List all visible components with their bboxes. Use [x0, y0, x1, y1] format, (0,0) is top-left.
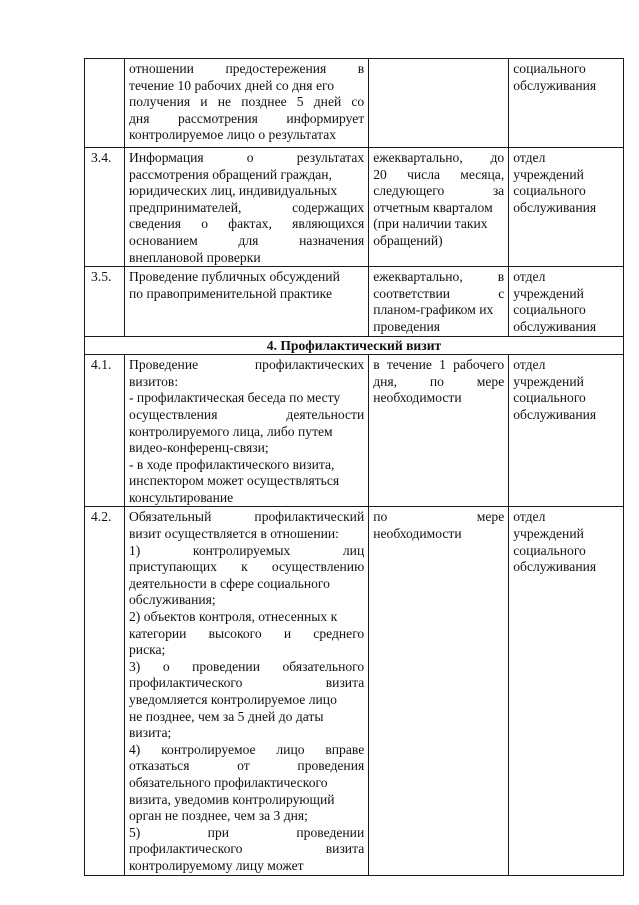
- text-line: обслуживания: [513, 199, 597, 215]
- text-line: отчетным кварталом: [373, 199, 493, 215]
- text-line: Проведение профилактических: [129, 357, 365, 373]
- text-line: контролируемого лица, либо путем: [129, 423, 333, 439]
- row-number: 4.1.: [85, 355, 125, 507]
- text-line: отдел: [513, 357, 546, 373]
- text-line: учреждений: [513, 526, 584, 542]
- measure-description: [125, 355, 369, 507]
- measure-description: [125, 148, 369, 267]
- text-line: риска;: [129, 642, 166, 658]
- text-line: учреждений: [513, 373, 584, 389]
- text-line: визит осуществляется в отношении:: [129, 526, 339, 542]
- text-line: отдел: [513, 509, 546, 525]
- text-line: основанием для назначения: [129, 232, 365, 248]
- text-line: деятельности в сфере социального: [129, 575, 330, 591]
- measure-description: [125, 267, 369, 336]
- text-line: дня, по мере: [373, 373, 505, 389]
- text-line: социального: [513, 302, 586, 318]
- text-line: консультирование: [129, 489, 234, 505]
- row-number: [85, 59, 125, 148]
- text-line: контролируемое лицо о результатах: [129, 127, 337, 143]
- measures-table: [84, 58, 624, 876]
- text-line: Информация о результатах: [129, 150, 365, 165]
- text-line: 5) при проведении: [129, 824, 365, 840]
- text-line: дня рассмотрения информирует: [129, 110, 365, 126]
- row-number: 3.4.: [85, 148, 125, 267]
- text-line: следующего за: [373, 183, 505, 199]
- text-line: соответствии с: [373, 285, 505, 301]
- text-line: рассмотрения обращений граждан,: [129, 166, 332, 182]
- text-line: категории высокого и среднего: [129, 625, 365, 641]
- text-line: 4) контролируемое лицо вправе: [129, 741, 365, 757]
- text-line: социального: [513, 61, 586, 76]
- text-line: видео-конференц-связи;: [129, 440, 269, 456]
- text-line: осуществления деятельности: [129, 406, 365, 422]
- text-line: обслуживания: [513, 559, 597, 575]
- text-line: визита;: [129, 725, 172, 741]
- text-line: в течение 1 рабочего: [373, 357, 505, 373]
- text-line: контролируемому лицу может: [129, 857, 304, 873]
- text-line: необходимости: [373, 526, 462, 542]
- text-line: обращений): [373, 232, 443, 248]
- measure-description: [125, 507, 369, 875]
- row-number: 3.5.: [85, 267, 125, 336]
- measure-deadline: [369, 148, 509, 267]
- responsible-unit: [509, 59, 624, 148]
- text-line: внеплановой проверки: [129, 249, 261, 265]
- responsible-unit: [509, 267, 624, 336]
- text-line: по правоприменительной практике: [129, 285, 332, 301]
- table-row: [85, 355, 624, 507]
- text-line: обслуживания: [513, 318, 597, 334]
- responsible-unit: [509, 355, 624, 507]
- text-line: орган не позднее, чем за 3 дня;: [129, 808, 308, 824]
- text-line: учреждений: [513, 285, 584, 301]
- text-line: сведения о фактах, являющихся: [129, 216, 365, 232]
- section-title: 4. Профилактический визит: [85, 336, 624, 355]
- measure-deadline: [369, 267, 509, 336]
- text-line: получения и не позднее 5 дней со: [129, 94, 365, 110]
- text-line: - в ходе профилактического визита,: [129, 456, 335, 472]
- text-line: - профилактическая беседа по месту: [129, 390, 341, 406]
- text-line: профилактического визита: [129, 841, 365, 857]
- text-line: Обязательный профилактический: [129, 509, 365, 525]
- text-line: Проведение публичных обсуждений: [129, 269, 340, 285]
- row-number: 4.2.: [85, 507, 125, 875]
- text-line: обслуживания;: [129, 592, 216, 608]
- text-line: 20 числа месяца,: [373, 166, 505, 182]
- text-line: юридических лиц, индивидуальных: [129, 183, 338, 199]
- text-line: инспектором может осуществляться: [129, 473, 340, 489]
- text-line: планом-графиком их: [373, 302, 494, 318]
- section-header-row: [85, 336, 624, 355]
- text-line: визитов:: [129, 373, 179, 389]
- text-line: 2) объектов контроля, отнесенных к: [129, 609, 338, 625]
- text-line: необходимости: [373, 390, 462, 406]
- text-line: не позднее, чем за 5 дней до даты: [129, 708, 324, 724]
- text-line: обслуживания: [513, 406, 597, 422]
- text-line: по мере: [373, 509, 505, 525]
- text-line: ежеквартально, до: [373, 150, 505, 165]
- text-line: социального: [513, 542, 586, 558]
- measure-description: [125, 59, 369, 148]
- text-line: 3) о проведении обязательного: [129, 658, 365, 674]
- text-line: проведения: [373, 318, 441, 334]
- measure-deadline: [369, 507, 509, 875]
- text-line: уведомляется контролируемое лицо: [129, 692, 337, 707]
- text-line: профилактического визита: [129, 675, 365, 691]
- text-line: (при наличии таких: [373, 216, 488, 232]
- text-line: отдел: [513, 269, 546, 285]
- table-row: [85, 148, 624, 267]
- text-line: отдел: [513, 150, 546, 165]
- responsible-unit: [509, 148, 624, 267]
- text-line: предпринимателей, содержащих: [129, 199, 365, 215]
- text-line: приступающих к осуществлению: [129, 559, 365, 575]
- text-line: визита, уведомив контролирующий: [129, 791, 335, 807]
- text-line: отказаться от проведения: [129, 758, 365, 774]
- text-line: течение 10 рабочих дней со дня его: [129, 77, 335, 93]
- text-line: социального: [513, 183, 586, 199]
- text-line: 1) контролируемых лиц: [129, 542, 365, 558]
- text-line: обслуживания: [513, 77, 597, 93]
- measure-deadline: [369, 59, 509, 148]
- table-row: [85, 267, 624, 336]
- text-line: учреждений: [513, 166, 584, 182]
- text-line: социального: [513, 390, 586, 406]
- responsible-unit: [509, 507, 624, 875]
- table-row: [85, 507, 624, 875]
- measure-deadline: [369, 355, 509, 507]
- table-row: [85, 59, 624, 148]
- text-line: ежеквартально, в: [373, 269, 505, 285]
- text-line: отношении предостережения в: [129, 61, 365, 76]
- text-line: обязательного профилактического: [129, 774, 328, 790]
